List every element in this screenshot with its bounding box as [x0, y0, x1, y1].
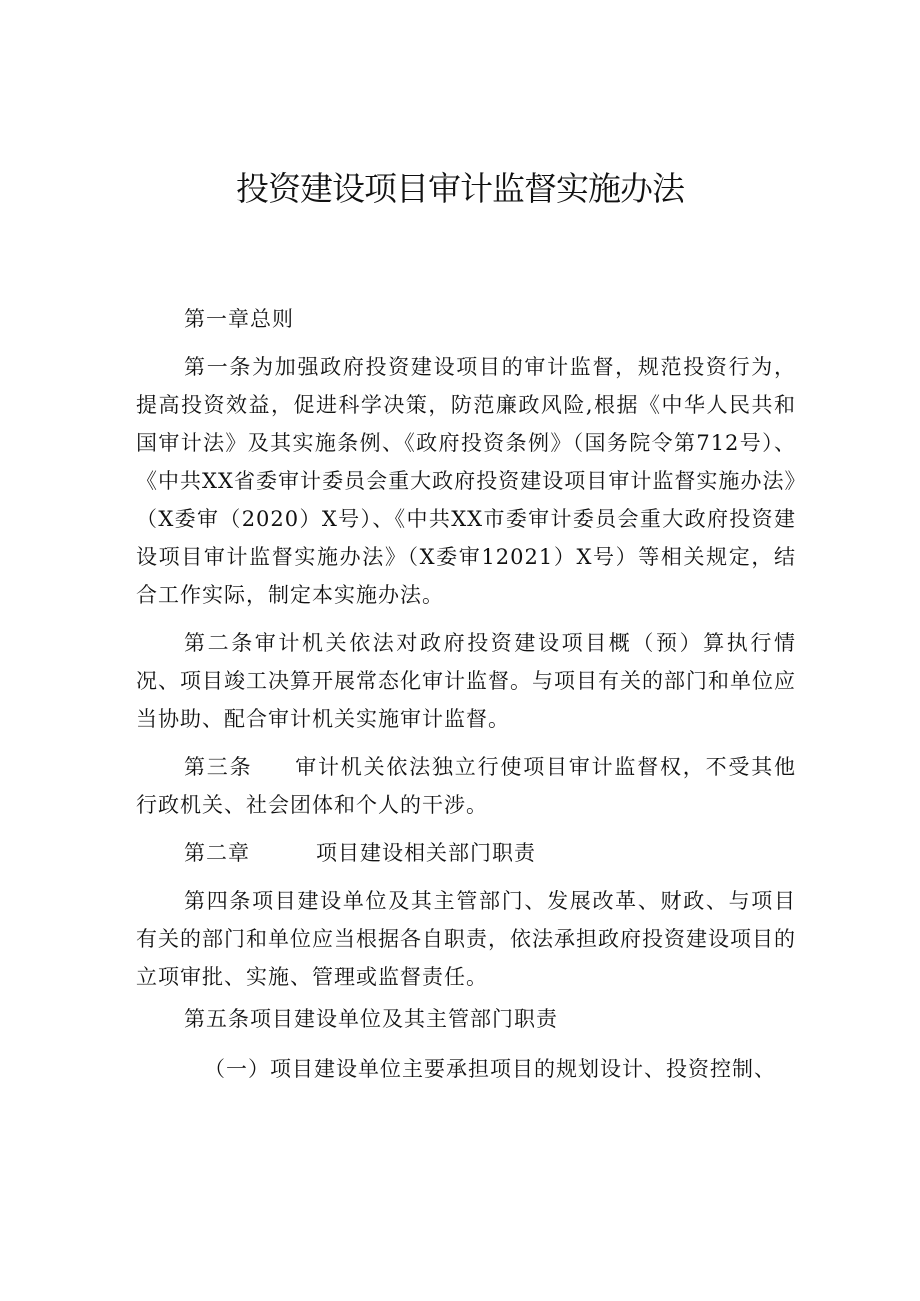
- document-body: [136, 300, 796, 1098]
- article-4: 第四条项目建设单位及其主管部门、发展改革、财政、与项目有关的部门和单位应当根据各自职责，依法承担政府投资建设项目的立项审批、实施、管理或监督责任。: [136, 889, 796, 989]
- page-title: 投资建设项目审计监督实施办法: [236, 169, 684, 208]
- article-3-text: 审计机关依法独立行使项目审计监督权，不受其他行政机关、社会团体和个人的干涉。: [136, 755, 797, 817]
- chapter-1-heading: 第一章总则: [184, 307, 294, 331]
- chapter-2-title: 项目建设相关部门职责: [316, 841, 536, 865]
- article-1: 第一条为加强政府投资建设项目的审计监督，规范投资行为，提高投资效益，促进科学决策，防范廉政风险,根据《中华人民共和国审计法》及其实施条例、《政府投资条例》（国务院令第712号）、《中共XX省委审计委员会重大政府投资建设项目审计监督实施办法》（X委审（2020）X号）、《中共XX市委审计委员会重大政府投资建设项目审计监督实施办法》（X委审12021）X号）等相关规定，结合工作实际，制定本实施办法。: [136, 355, 796, 607]
- article-3-label: 第三条: [184, 755, 253, 779]
- article-5: 第五条项目建设单位及其主管部门职责: [184, 1007, 558, 1031]
- chapter-2-label: 第二章: [184, 841, 250, 865]
- article-3: [136, 748, 796, 824]
- article-2: 第二条审计机关依法对政府投资建设项目概（预）算执行情况、项目竣工决算开展常态化审计监督。与项目有关的部门和单位应当协助、配合审计机关实施审计监督。: [136, 631, 796, 731]
- chapter-2-heading: [136, 834, 796, 872]
- article-5-item-1: （一）项目建设单位主要承担项目的规划设计、投资控制、: [204, 1057, 776, 1081]
